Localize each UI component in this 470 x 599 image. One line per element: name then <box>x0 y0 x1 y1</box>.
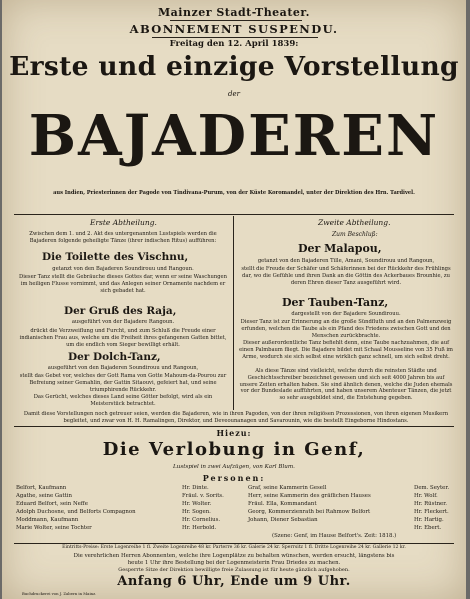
right-sub: Zum Beschluß: <box>332 231 378 238</box>
cast-row: Adolph Duchosne, und Belforts Compagnon Hr. Sogen. <box>16 509 211 515</box>
divider <box>14 426 454 427</box>
column-divider <box>233 216 234 410</box>
cast-row: Belfort, Kaufmann Hr. Dinte. <box>16 485 209 491</box>
left-dance2-by: ausgeführt von der Bajadere Rangoun. <box>71 319 175 325</box>
left-dance1: Die Toilette des Vischnu, <box>42 251 189 263</box>
right-dance1-by: getanzt von den Bajaderen Tille, Amani, Soundirouu und Rangoun, <box>257 258 435 264</box>
right-dance1-desc: stellt die Freude der Schäfer und Schäferinnen bei der Rückkehr des Frühlings dar, wo die Gefühle und ihren Dank an die Göttin des Ackerbaues Brounhie, zu deren Ehren dieser Tanz ausgeführt wird. <box>241 266 451 286</box>
divider <box>14 543 454 544</box>
right-dance1: Der Malapou, <box>298 242 382 255</box>
left-dance3-extra: Das Gerücht, welches dieses Land seine Götter befolgt, wird als ein Meisterstück betrachtet. <box>33 394 213 407</box>
notice-line-1: Die verehrlichen Herren Abonnenten, welche ihre Logenplätze zu behalten wünschen, werden ersucht, längstens bis <box>73 553 395 559</box>
right-dance2-extra: Dieser außerordentliche Tanz befiehlt denn, eine Taube nachzuahmen, die auf einen Palmbaum fliegt. Die Bajadere bildet mit Schaal Mousseline von 35 Fuß im Arme, wodurch sie sich selbst eine wirklich ganz schnell, um sich selbst dreht. <box>239 340 453 360</box>
start-end-time: Anfang 6 Uhr, Ende um 9 Uhr. <box>117 574 351 589</box>
headline: Erste und einzige Vorstellung <box>9 52 459 82</box>
notice-line-2: heute 1 Uhr ihre Bestellung bei der Logenmeisterin Frau Driedes zu machen. <box>127 560 341 566</box>
printer-credit: Buchdruckerei von J. Zabern in Mainz. <box>22 591 97 596</box>
cast-row: Graf, seine Kammerin Gesell Dem. Seyter. <box>248 485 450 491</box>
historical-note: Als diese Tänze sind vielleicht, welche durch die reinsten Städte und Geschichtsschreiber bezeichnet gewesen und sich seit 4000 Jahren bis auf unsere Zeiten erhalten haben. Sie sind ähnlich denen, welche die Juden ehemals vor der Bundeslade aufführten, und haben unserem Abenteuer Tänzen, die jetzt so sehr ausgebildet sind, die Entstehung gegeben. <box>239 368 453 402</box>
left-heading: Erste Abtheilung. <box>90 218 157 227</box>
left-dance3: Der Dolch-Tanz, <box>68 351 161 363</box>
scene-note: (Szene: Genf, im Hause Belfort's. Zeit: 1818.) <box>272 533 397 539</box>
right-dance2-by: dargestellt von der Bajadere Soundirouu. <box>291 311 401 317</box>
cast-left <box>16 484 228 532</box>
der-line: der <box>228 90 240 98</box>
right-heading: Zweite Abtheilung. <box>318 218 391 227</box>
left-intro: Zwischen dem 1. und 2. Akt des untergenannten Lustspiels werden die Bajaderen folgende geheiligte Tänze (ihrer indischen Ritus) aufführen: <box>29 231 217 244</box>
date-line: Freitag den 12. April 1839: <box>169 39 299 49</box>
prices-line: Eintritts-Preise: Erste Logenreihe 1 fl. Zweite Logenreihe 48 kr. Parterre 36 kr. Galerie 24 kr. Sperrsitz 1 fl. Dritte Logenreihe 24 kr. Gallerie 12 kr. <box>62 545 406 550</box>
main-title: BAJADEREN <box>28 103 440 169</box>
cast-row: Herr, seine Kammerin des gräflichen Hauses Hr. Wolf. <box>248 493 438 499</box>
left-dance2-desc: drückt die Verzweiflung und Furcht, und zum Schluß die Freude einer indianischen Frau aus, welche um die Freiheit ihres gefangenen Gatten bittet, um die endlich vom Sieger bewilligt erhält. <box>19 328 227 348</box>
cast-row: Fräul. Ella, Kommandant Hr. Rüstner. <box>248 501 447 507</box>
left-dance1-by: getanzt von den Bajaderen Soundirouu und Rangoun. <box>52 266 194 272</box>
cast-row: Marie Wolter, seine Tochter Hr. Herbold. <box>16 525 217 531</box>
closing-note: Damit diese Vorstellungen noch getreuer seien, werden die Bajaderen, wie in ihren Pagoden, von der ihren religiösen Prozessionen, von ihren eigenen Musikern begleitet, und zwar von H. H. Ramalingen, Direktor, und Deveounanagen und Savarounin, wie die bestellt Eingeborne Hindostans. <box>23 411 449 424</box>
play-title: Die Verlobung in Genf, <box>102 439 366 460</box>
cast-row: Moddmann, Kaufmann Hr. Cornelius. <box>16 517 221 523</box>
right-dance2-desc: Dieser Tanz ist zur Erinnerung an die große Sündfluth und an den Palmenzweig erfunden, welchen die Taube als ein Pfand des Friedens zwischen Gott und den Menschen zurückbrachte. <box>240 319 452 339</box>
left-dance2: Der Gruß des Raja, <box>64 305 177 317</box>
notice-line-3: Gesperrte Sitze der Direktion bewilligte freie Zulassung ist für heute gänzlich aufgehoben. <box>118 567 350 573</box>
cast-right: Graf, seine Kammerin Gesell Dem. Seyter. Herr, seine Kammerin des gräflichen Hauses Hr. Wolf. Fräul. Ella, Kommandant Hr. Rüstner. Georg, Kommerzienrath bei Rahmow Belfort Hr. Fleckert. Johann, Diener Sebastian Hr. Hartig. Hr. Ebert. <box>248 484 458 524</box>
divider <box>170 20 302 21</box>
cast-row: Johann, Diener Sebastian Hr. Hartig. <box>248 517 444 523</box>
cast-row: Georg, Kommerzienrath bei Rahmow Belfort Hr. Fleckert. <box>248 509 449 515</box>
hierzu: Hiezu: <box>216 428 252 438</box>
personen: Personen: <box>202 473 266 483</box>
left-dance1-desc: Dieser Tanz stellt die Gebräuche dieses Gottes dar, wenn er seine Waschungen im heiligen Flusse vornimmt, und das Anlegen seiner Ornamente nachdem er sich gebadet hat. <box>19 274 227 294</box>
play-subtitle: Lustspiel in zwei Aufzügen, von Karl Blum. <box>173 464 295 470</box>
playbill <box>2 0 466 599</box>
theatre-name: Mainzer Stadt-Theater. <box>157 6 311 19</box>
divider <box>152 37 318 38</box>
left-dance3-desc: stellt das Gebet vor, welches der Gott Rama von Gotte Mahoum-da-Pourou zur Befreiung seiner Gemahlin, der Gattin Sitaouvi, gefeiert hat, und seine triumphirende Rückkehr. <box>19 373 227 393</box>
subtitle: aus Indien, Priesterinnen der Pagode von Tindivana-Purum, von der Küste Koromandel, unter der Direktion des Hrn. Tardivel. <box>53 190 415 196</box>
divider <box>14 214 454 215</box>
abonnement-line: ABONNEMENT SUSPENDU. <box>129 22 339 36</box>
right-dance2: Der Tauben-Tanz, <box>282 296 389 309</box>
cast-row: Eduard Belfort, sein Neffe Hr. Wolter. <box>16 501 212 507</box>
left-dance3-by: ausgeführt von den Bajaderen Soundirouu und Rangoun, <box>47 365 199 371</box>
cast-row: Agathe, seine Gattin Fräul. v. Sorits. <box>16 493 224 499</box>
